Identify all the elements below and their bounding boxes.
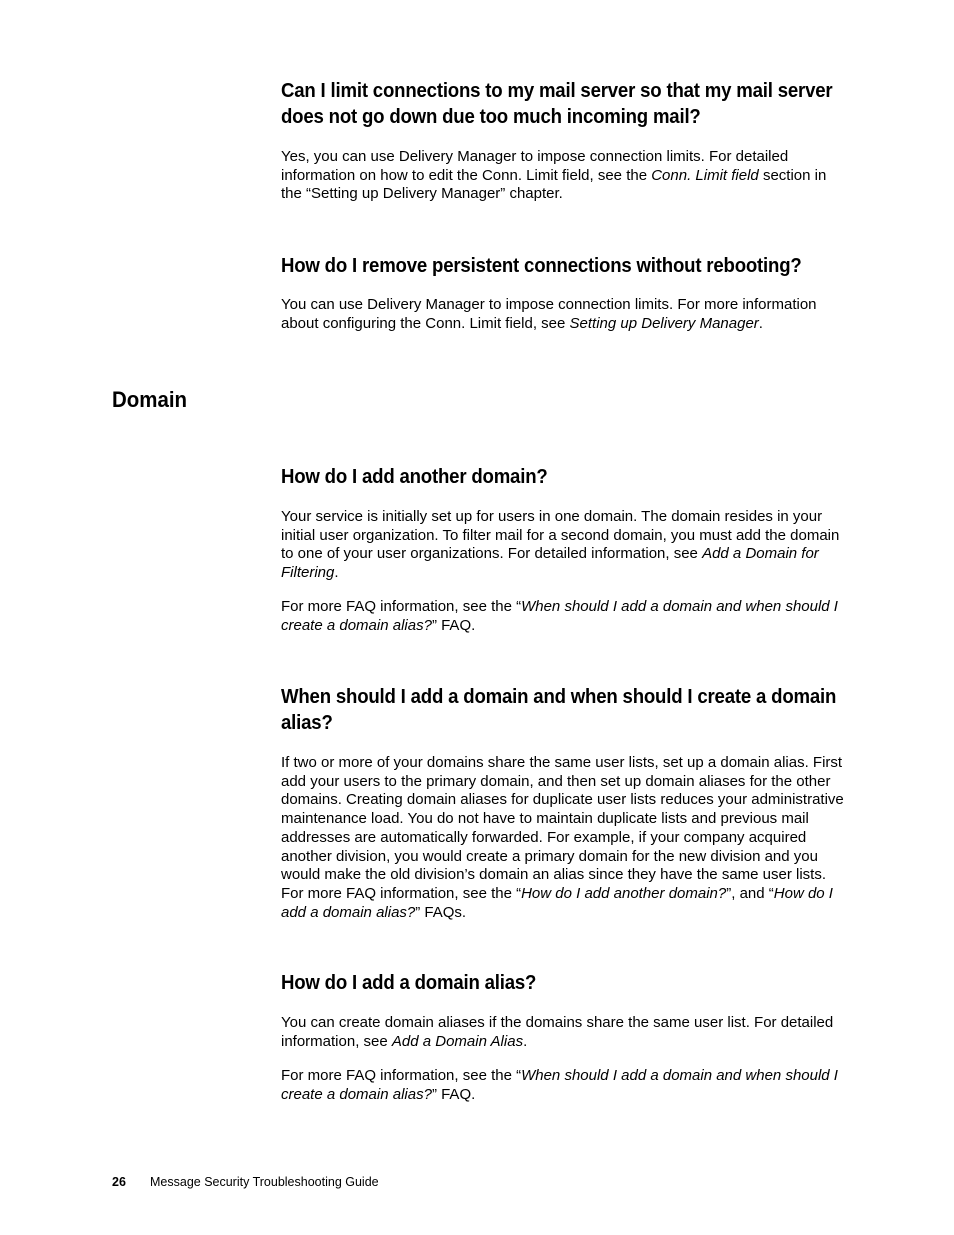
faq-answer (281, 508, 847, 583)
faq-reference: When should I add a domain and when should I create a domain alias? (281, 598, 838, 634)
faq-answer-more (281, 1067, 847, 1104)
answer-text: ” FAQs. (415, 903, 467, 921)
faq-answer (281, 1014, 847, 1051)
section-heading-domain: Domain (112, 387, 188, 412)
answer-text: You can create domain aliases if the domains share the same user list. For detailed information, see (281, 1014, 834, 1050)
faq-heading: How do I remove persistent connections without rebooting? (281, 255, 802, 277)
faq-answer (281, 754, 847, 922)
faq-add-domain-alias (281, 970, 847, 996)
answer-text: You can use Delivery Manager to impose connection limits. For more information about configuring the Conn. Limit field, see (281, 296, 817, 332)
faq-heading: How do I add another domain? (281, 466, 548, 488)
answer-text: . (523, 1032, 528, 1050)
faq-add-domain (281, 464, 847, 490)
faq-answer-more (281, 598, 847, 635)
answer-paragraph (281, 508, 847, 583)
answer-text: For more FAQ information, see the “ (281, 598, 522, 615)
answer-text: ”, and “ (726, 884, 774, 902)
doc-reference: Conn. Limit field (651, 166, 759, 184)
answer-text: . (758, 314, 763, 332)
answer-text: Your service is initially set up for users in one domain. The domain resides in your initial user organization. To filter mail for a second domain, you must add the domain to one of your user organizations. For detailed information, see (281, 508, 840, 563)
answer-text: For more FAQ information, see the “ (281, 1067, 522, 1084)
faq-reference: When should I add a domain and when should I create a domain alias? (281, 1067, 838, 1103)
answer-text: section in the “Setting up Delivery Manager” chapter. (281, 166, 827, 203)
answer-text: Yes, you can use Delivery Manager to impose connection limits. For detailed information on how to edit the Conn. Limit field, see the (281, 148, 789, 184)
answer-paragraph (281, 1067, 847, 1104)
answer-text: ” FAQ. (431, 1085, 476, 1103)
faq-reference: How do I add a domain alias? (281, 884, 833, 921)
document-title: Message Security Troubleshooting Guide (150, 1175, 379, 1189)
faq-answer (281, 148, 847, 204)
faq-domain-vs-alias (281, 684, 847, 736)
doc-reference: Add a Domain for Filtering (281, 545, 819, 582)
faq-heading: How do I add a domain alias? (281, 972, 537, 994)
faq-heading: When should I add a domain and when should I create a domain alias? (281, 686, 837, 734)
faq-connection-limits (281, 78, 847, 130)
answer-paragraph (281, 1014, 847, 1051)
page-footer (112, 1174, 379, 1190)
answer-text: If two or more of your domains share the same user lists, set up a domain alias. First add your users to the primary domain, and then set up domain aliases for the other domains. Creating domain aliases for duplicate user lists reduces your administrative maintenance load. You do not have to maintain duplicate lists and previous mail addresses are automatically forwarded. For example, if your company acquired another division, you would create a primary domain for the new division and you would make the old division’s domain an alias since they have the same user lists. For more FAQ information, see the “ (281, 754, 844, 902)
answer-paragraph (281, 598, 847, 635)
answer-text: ” FAQ. (431, 616, 476, 634)
faq-reference: How do I add another domain? (521, 884, 727, 902)
answer-paragraph (281, 148, 847, 204)
answer-text: . (334, 564, 339, 582)
faq-heading: Can I limit connections to my mail server so that my mail server does not go down due too much incoming mail? (281, 80, 833, 128)
answer-paragraph (281, 296, 847, 333)
doc-reference: Add a Domain Alias (391, 1032, 524, 1050)
faq-persistent-connections (281, 253, 847, 279)
page-number: 26 (112, 1175, 126, 1189)
faq-answer (281, 296, 847, 333)
answer-paragraph (281, 754, 847, 922)
doc-reference: Setting up Delivery Manager (569, 314, 759, 332)
